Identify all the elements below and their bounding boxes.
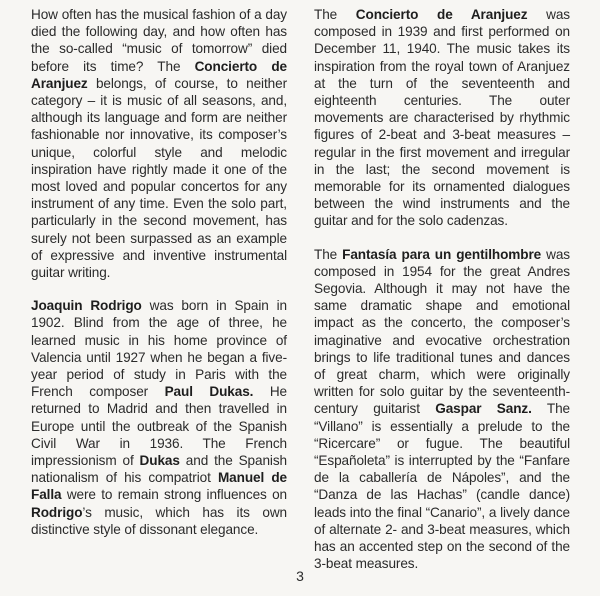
text-run: was composed in 1954 for the great Andres Segovia. Although it may not have the same dramatic shape and emotional impact as the concerto, the composer’s imaginative and evocative orchestration brings to life traditional tunes and dances of great charm, which were originally written for solo guitar by the seventeenth-century guitarist xyxy=(314,246,571,417)
text-run: He returned to Madrid and then travelled in Europe until the outbreak of the Spanish Civil War in 1936. The French impressionism of xyxy=(31,384,288,469)
text-run: was composed in 1939 and first performed on December 11, 1940. The music takes its inspiration from the royal town of Aranjuez at the turn of the seventeenth and eighteenth centuries. The outer movements are characterised by rhythmic figures of 2-beat and 3-beat measures – regular in the first movement and irregular in the last; the second movement is memorable for its ornamented dialogues between the wind instruments and the guitar and for the solo cadenzas. xyxy=(314,7,570,229)
text-run: belongs, of course, to neither category – it is music of all seasons, and, although its language and form are neither fashionable nor innovative, its composer’s unique, colorful style and melodic inspiration have rightly made it one of the most loved and popular concertos for any instrument of any time. Even the solo part, particularly in the second movement, has surely not been surpassed as an example of expressive and inventive instrumental guitar writing. xyxy=(31,75,287,281)
text-run: ’s music, which has its own distinctive style of dissonant elegance. xyxy=(31,504,287,537)
name-paul-dukas: Paul Dukas. xyxy=(164,384,254,400)
page-number: 3 xyxy=(296,568,304,584)
name-manuel-de-falla: Manuel de Falla xyxy=(31,470,287,503)
title-concierto-de-aranjuez: Concierto de Aranjuez xyxy=(355,7,528,22)
paragraph-fashion xyxy=(31,6,287,281)
paragraph-concierto xyxy=(314,6,570,230)
paragraph-fantasia xyxy=(314,246,570,573)
text-run: The xyxy=(314,7,356,22)
text-run: How often has the musical fashion of a day died the following day, and how often has the so-called “music of tomorrow” died before its time? The xyxy=(31,7,287,74)
name-rodrigo: Rodrigo xyxy=(31,504,83,520)
title-fantasia-para-un-gentilhombre: Fantasía para un gentilhombre xyxy=(342,246,542,262)
text-run: was born in Spain in 1902. Blind from the age of three, he learned music in his home province of Valencia until 1927 when he began a five-year period of study in Paris with the French composer xyxy=(31,298,287,400)
name-joaquin-rodrigo: Joaquin Rodrigo xyxy=(31,298,142,314)
text-run: The “Villano” is essentially a prelude to the “Ricercare” or fugue. The beautiful “Españoleta” is interrupted by the “Fanfare de la caballería de Nápoles”, and the “Danza de las Hachas” (candle dance) leads into the final “Canario”, a lively dance of alternate 2- and 3-beat measures, which has an accented step on the second of the 3-beat measures. xyxy=(314,401,570,572)
text-run: The xyxy=(314,246,343,262)
text-run: and the Spanish nationalism of his compatriot xyxy=(31,453,288,486)
right-column xyxy=(314,6,570,589)
name-gaspar-sanz: Gaspar Sanz. xyxy=(435,401,532,417)
text-run: were to remain strong influences on xyxy=(61,487,287,503)
name-dukas: Dukas xyxy=(139,453,180,469)
paragraph-biography xyxy=(31,297,287,538)
left-column xyxy=(31,6,287,554)
title-concierto-de-aranjuez: Concierto de Aranjuez xyxy=(31,58,287,91)
